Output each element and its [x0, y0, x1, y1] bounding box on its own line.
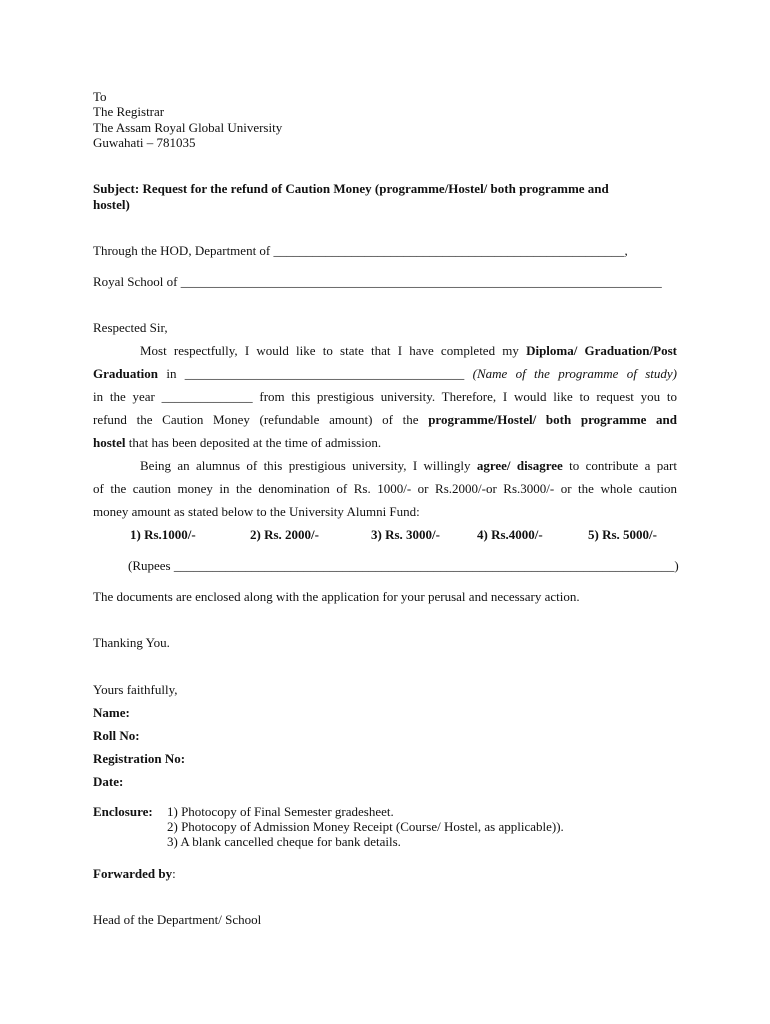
- para1-l5-text: that has been deposited at the time of admission.: [125, 435, 382, 450]
- para1-l4-text: refund the Caution Money (refundable amount) of the: [93, 412, 429, 427]
- para1-l1-bold: Diploma/ Graduation/Post: [526, 343, 677, 358]
- para2-line-1: [140, 458, 677, 474]
- amount-option-2: 2) Rs. 2000/-: [250, 527, 319, 542]
- school-blank: __________________________________________________________________________: [180, 274, 662, 289]
- amount-option-4: 4) Rs.4000/-: [477, 527, 543, 542]
- thanking-line: Thanking You.: [93, 635, 170, 650]
- para1-l2-bold: Graduation: [93, 366, 159, 381]
- enclosure-label: Enclosure:: [93, 804, 153, 819]
- school-prefix: Royal School of: [93, 274, 181, 289]
- para2-l1-bold: agree/ disagree: [476, 458, 563, 473]
- para1-line-4: [93, 412, 677, 428]
- address-to: To: [93, 89, 107, 104]
- address-university: The Assam Royal Global University: [93, 120, 283, 135]
- address-city: Guwahati – 781035: [93, 135, 196, 150]
- head-of-department: Head of the Department/ School: [93, 912, 262, 927]
- address-registrar: The Registrar: [93, 104, 165, 119]
- field-date: Date:: [93, 774, 124, 789]
- royal-school-line: [93, 274, 662, 290]
- para2-l1-text: Being an alumnus of this prestigious university, I willingly: [140, 458, 477, 473]
- para1-line-2: [93, 366, 677, 382]
- forwarded-label: Forwarded by: [93, 866, 173, 881]
- amount-option-3: 3) Rs. 3000/-: [371, 527, 440, 542]
- amount-option-1: 1) Rs.1000/-: [130, 527, 196, 542]
- enclosure-item-3: 3) A blank cancelled cheque for bank details.: [167, 834, 401, 849]
- field-registration-no: Registration No:: [93, 751, 186, 766]
- para1-line-5: [93, 435, 381, 451]
- para2-line-3: money amount as stated below to the University Alumni Fund:: [93, 504, 420, 519]
- para1-l4-bold: programme/Hostel/ both programme and: [428, 412, 678, 427]
- amount-option-5: 5) Rs. 5000/-: [588, 527, 657, 542]
- through-hod-line: [93, 243, 628, 259]
- department-blank: ______________________________________________________,: [273, 243, 628, 258]
- through-prefix: Through the HOD, Department of: [93, 243, 274, 258]
- para1-l1-text: Most respectfully, I would like to state that I have completed my: [140, 343, 527, 358]
- para2-l1-text2: to contribute a part: [562, 458, 677, 473]
- field-name: Name:: [93, 705, 130, 720]
- forwarded-by: [93, 866, 176, 882]
- salutation: Respected Sir,: [93, 320, 168, 335]
- rupees-line: (Rupees _____________________________________________________________________________): [128, 558, 679, 573]
- para1-l2-text: in ___________________________________________: [158, 366, 473, 381]
- subject-line-2: hostel): [93, 197, 130, 212]
- para1-line-3: in the year ______________ from this prestigious university. Therefore, I would like to request you to: [93, 389, 677, 404]
- closing-line: Yours faithfully,: [93, 682, 178, 697]
- para2-line-2: of the caution money in the denomination of Rs. 1000/- or Rs.2000/-or Rs.3000/- or the whole caution: [93, 481, 677, 496]
- subject-line-1: Subject: Request for the refund of Caution Money (programme/Hostel/ both programme and: [93, 181, 609, 196]
- para1-l5-bold: hostel: [93, 435, 126, 450]
- field-roll-no: Roll No:: [93, 728, 140, 743]
- para1-l2-italic: (Name of the programme of study): [472, 366, 677, 381]
- para1-line-1: [140, 343, 677, 359]
- forwarded-colon: :: [172, 866, 176, 881]
- enclosure-item-2: 2) Photocopy of Admission Money Receipt (Course/ Hostel, as applicable)).: [167, 819, 564, 834]
- enclosure-item-1: 1) Photocopy of Final Semester gradesheet.: [167, 804, 394, 819]
- documents-line: The documents are enclosed along with the application for your perusal and necessary action.: [93, 589, 580, 604]
